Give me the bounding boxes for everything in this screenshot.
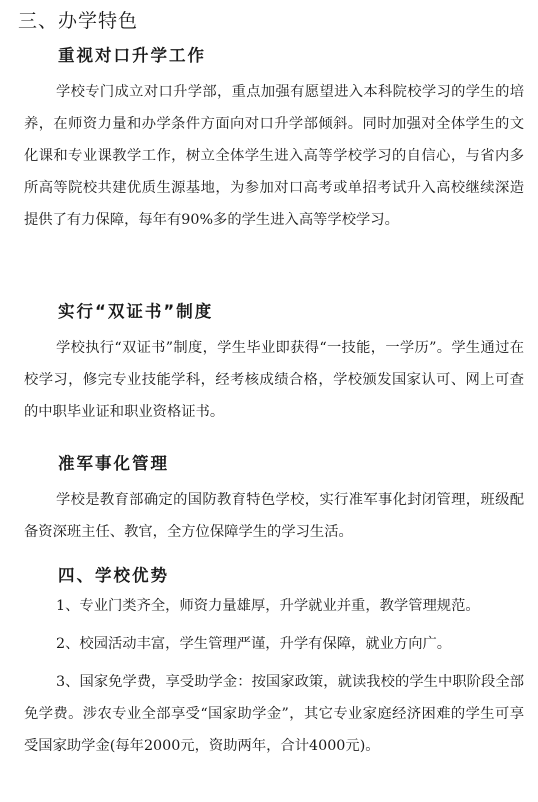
heading-military-management: 准军事化管理 (58, 454, 169, 473)
paragraph-military-management: 学校是教育部确定的国防教育特色学校，实行准军事化封闭管理，班级配备资深班主任、教官，全方位保障学生的学习生活。 (24, 492, 524, 540)
heading-entrance-exam: 重视对口升学工作 (58, 46, 206, 65)
advantage-item-3: 3、国家免学费，享受助学金：按国家政策，就读我校的学生中职阶段全部免学费。涉农专业全部享受“国家助学金”，其它专业家庭经济困难的学生可享受国家助学金(每年2000元，资助两年，合计4000元)。 (24, 674, 524, 754)
advantage-item-2: 2、校园活动丰富，学生管理严谨，升学有保障，就业方向广。 (56, 636, 452, 652)
section-three-title: 三、办学特色 (18, 10, 139, 32)
heading-dual-certificate: 实行“双证书”制度 (58, 302, 214, 321)
advantage-item-1: 1、专业门类齐全，师资力量雄厚，升学就业并重，教学管理规范。 (56, 598, 480, 614)
paragraph-entrance-exam: 学校专门成立对口升学部，重点加强有愿望进入本科院校学习的学生的培养，在师资力量和办学条件方面向对口升学部倾斜。同时加强对全体学生的文化课和专业课教学工作，树立全体学生进入高等学校学习的自信心，与省内多所高等院校共建优质生源基地，为参加对口高考或单招考试升入高校继续深造提供了有力保障，每年有90%多的学生进入高等学校学习。 (24, 84, 524, 228)
paragraph-dual-certificate: 学校执行“双证书”制度，学生毕业即获得“一技能，一学历”。学生通过在校学习，修完专业技能学科，经考核成绩合格，学校颁发国家认可、网上可查的中职毕业证和职业资格证书。 (24, 340, 524, 420)
section-four-title: 四、学校优势 (58, 566, 169, 585)
